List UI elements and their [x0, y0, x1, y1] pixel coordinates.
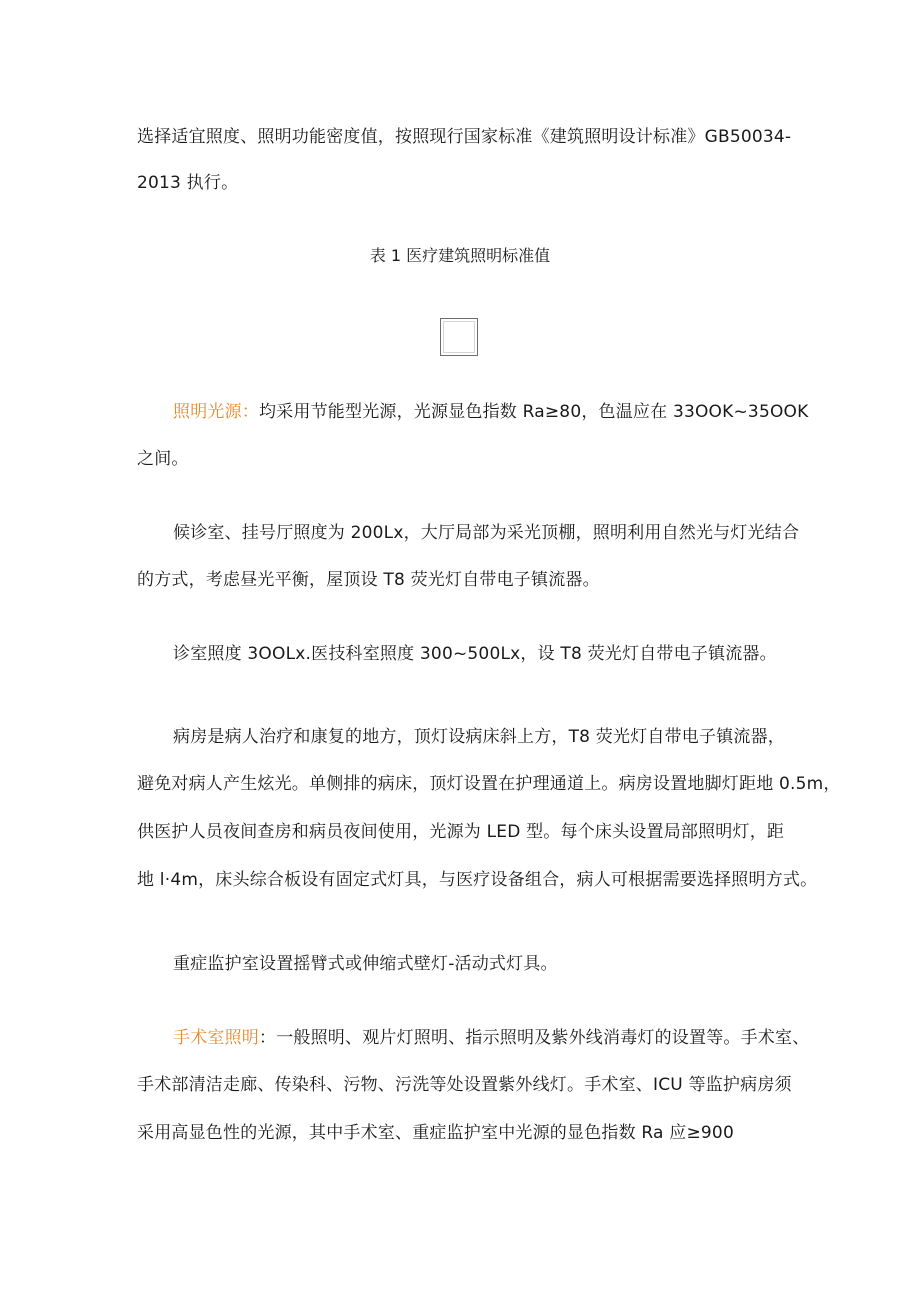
ward-line-2: 避免对病人产生炫光。单侧排的病床，顶灯设置在护理通道上。病房设置地脚灯距地 0.5m， [137, 774, 841, 794]
operating-room-line-3: 采用高显色性的光源，其中手术室、重症监护室中光源的显色指数 Ra 应≥900 [137, 1123, 734, 1143]
operating-room-heading: 手术室照明 [173, 1028, 259, 1048]
light-source-heading: 照明光源： [173, 402, 259, 422]
ward-line-4: 地 l·4m，床头综合板设有固定式灯具，与医疗设备组合，病人可根据需要选择照明方式。 [137, 870, 818, 890]
waiting-room-line-2: 的方式，考虑昼光平衡，屋顶设 T8 荧光灯自带电子镇流器。 [137, 570, 600, 590]
ward-line-3: 供医护人员夜间查房和病员夜间使用，光源为 LED 型。每个床头设置局部照明灯，距 [137, 822, 785, 842]
light-source-line-1-text: 均采用节能型光源，光源显色指数 Ra≥80，色温应在 33OOK~35OOK [259, 402, 809, 422]
waiting-room-line-1: 候诊室、挂号厅照度为 200Lx，大厅局部为采光顶棚，照明利用自然光与灯光结合 [173, 523, 800, 543]
intro-line-2: 2013 执行。 [137, 173, 239, 193]
icu-line-1: 重症监护室设置摇臂式或伸缩式壁灯-活动式灯具。 [173, 954, 558, 974]
broken-image-placeholder [440, 318, 478, 356]
intro-line-1: 选择适宜照度、照明功能密度值，按照现行国家标准《建筑照明设计标准》GB50034- [137, 127, 792, 147]
operating-room-line-2: 手术部清洁走廊、传染科、污物、污洗等处设置紫外线灯。手术室、ICU 等监护病房须 [137, 1075, 792, 1095]
ward-line-1: 病房是病人治疗和康复的地方，顶灯设病床斜上方，T8 荧光灯自带电子镇流器， [173, 727, 786, 747]
light-source-line-1 [173, 401, 808, 423]
table-caption: 表 1 医疗建筑照明标准值 [369, 246, 551, 265]
light-source-line-2: 之间。 [137, 449, 189, 469]
operating-room-line-1-text: ：一般照明、观片灯照明、指示照明及紫外线消毒灯的设置等。手术室、 [259, 1028, 810, 1048]
clinic-line-1: 诊室照度 3OOLx.医技科室照度 300~500Lx，设 T8 荧光灯自带电子镇流器。 [173, 644, 777, 664]
operating-room-line-1 [173, 1027, 809, 1049]
